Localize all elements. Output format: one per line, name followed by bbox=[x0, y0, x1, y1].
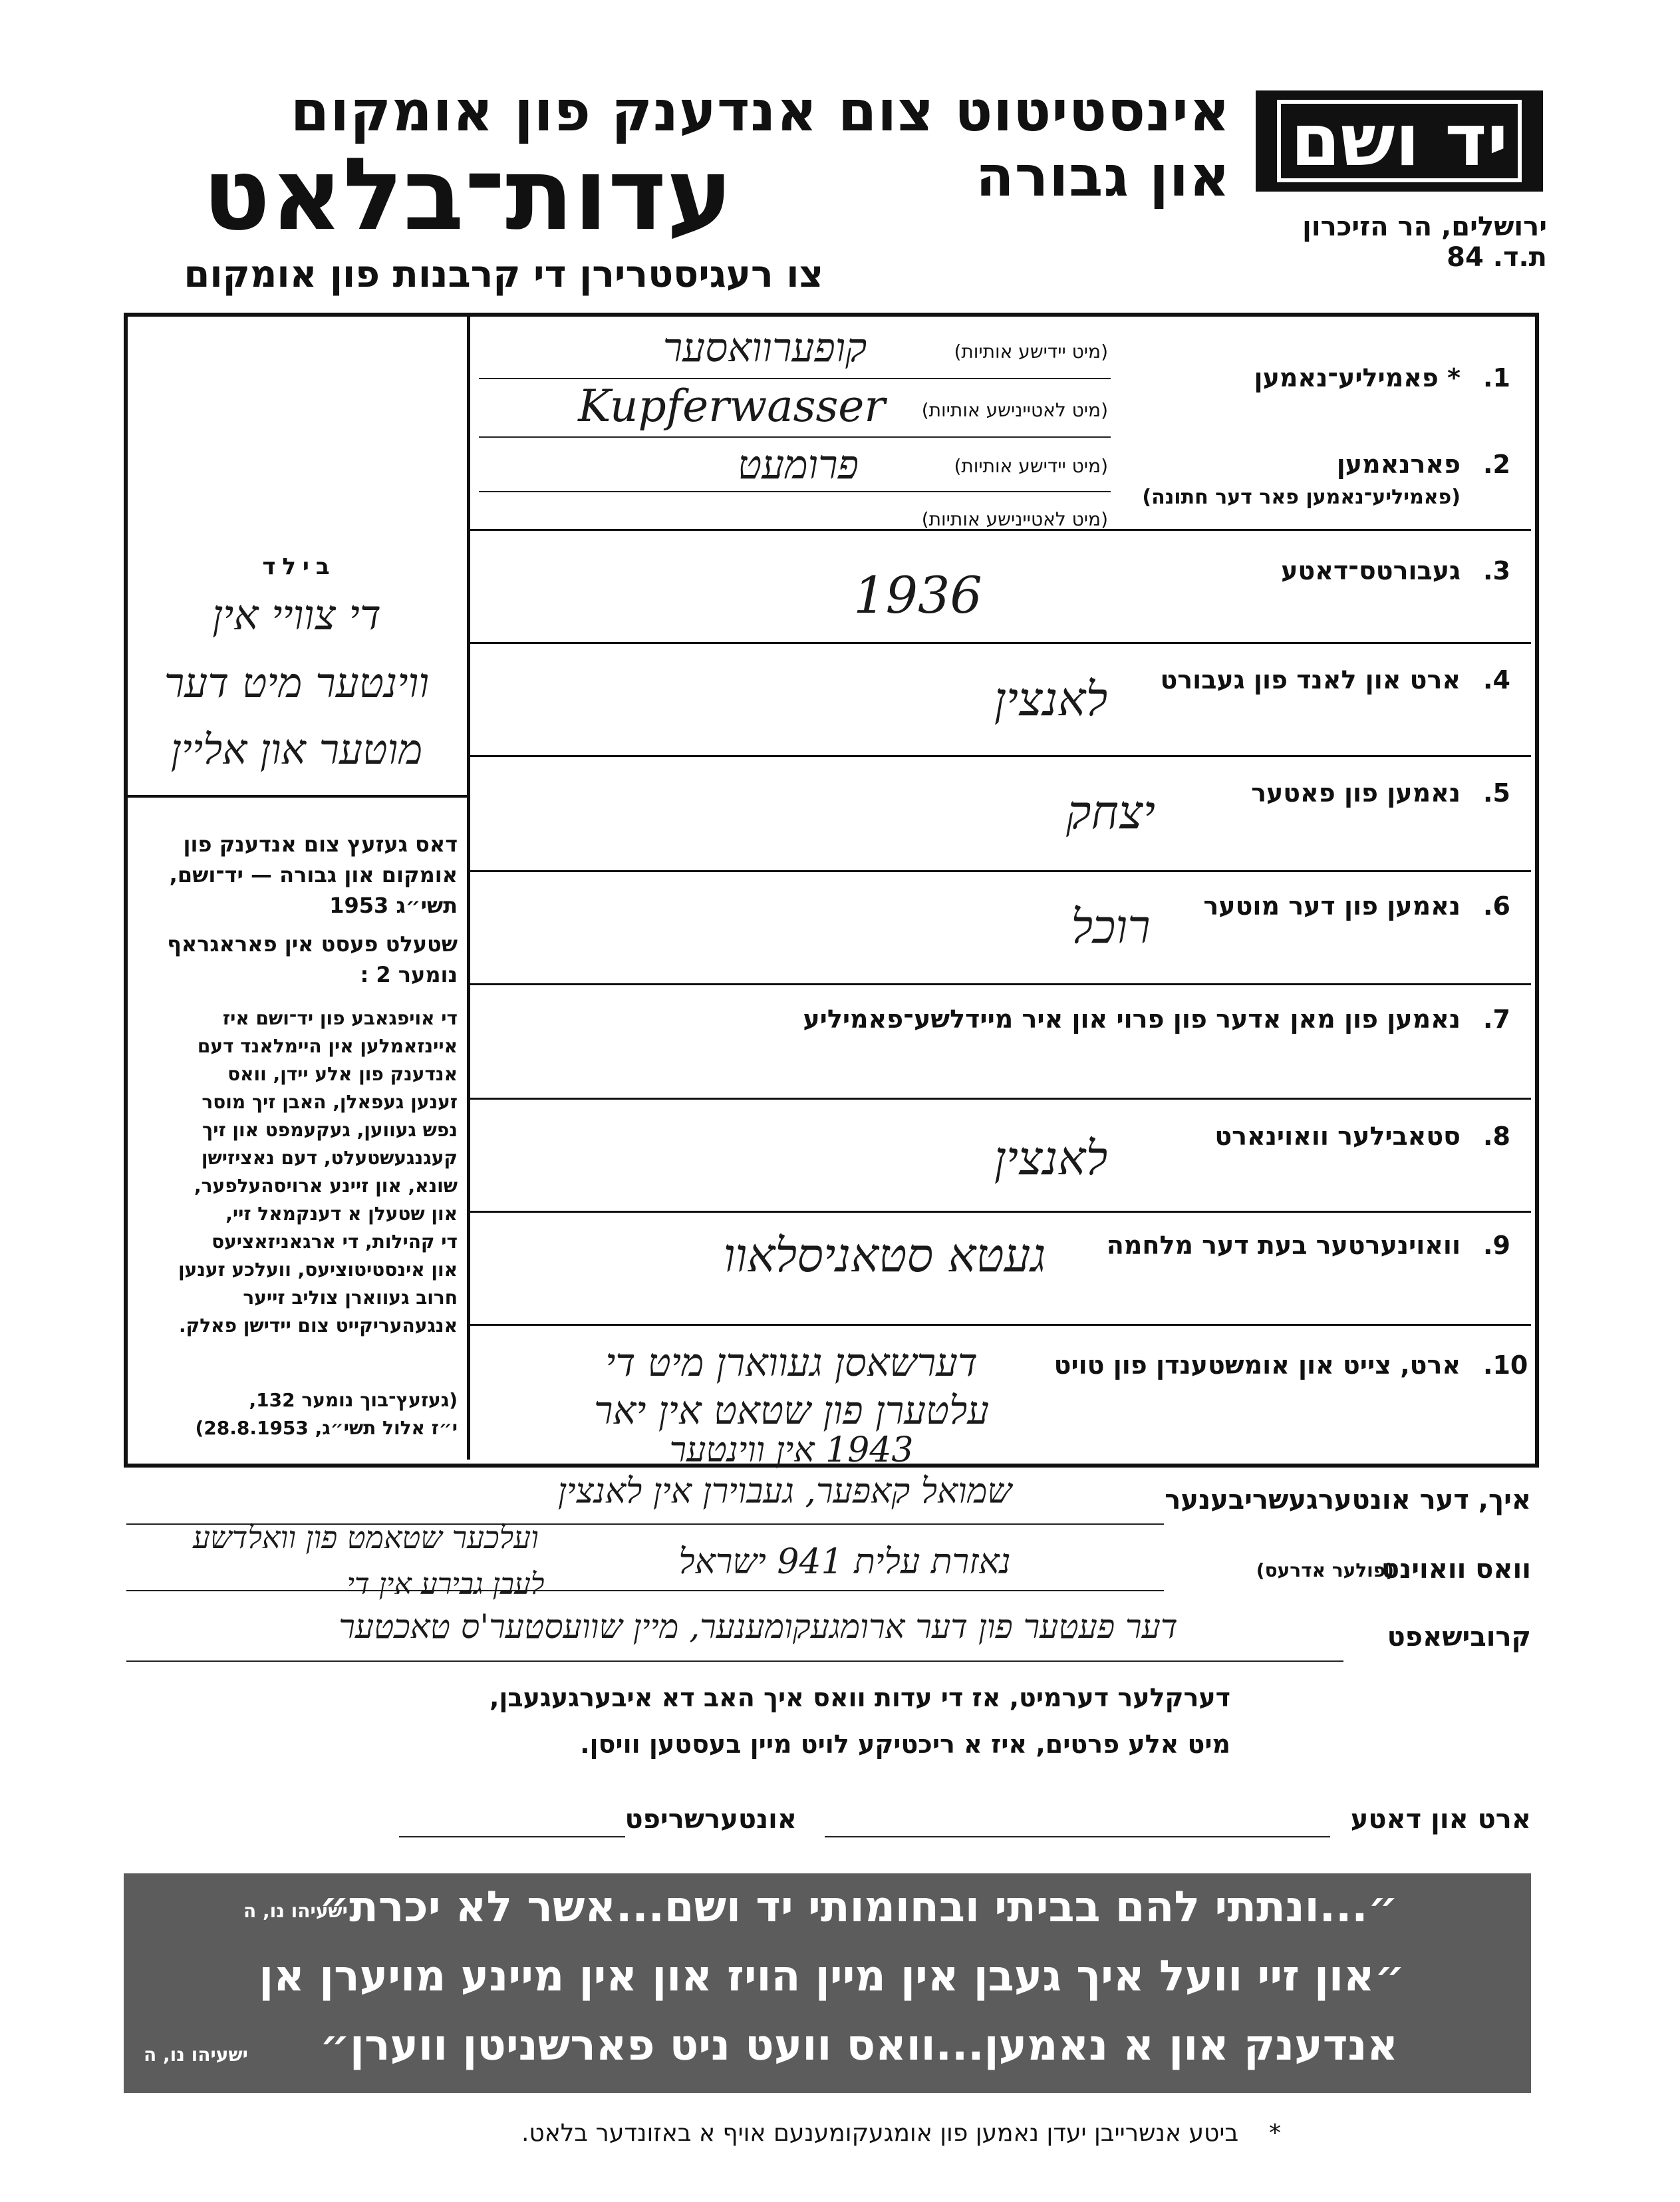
submitter-address-extra: לעבן גבירע אין די bbox=[347, 1567, 545, 1601]
required-star: * bbox=[1447, 363, 1461, 393]
submitter-address-label: וואס וואוינט bbox=[1381, 1554, 1531, 1585]
declaration-line: דערקלער דערמיט, אז די עדות וואס איך האב דא איבערגעגעבן, bbox=[489, 1683, 1230, 1712]
submitter-name-label: איך, דער אונטערגעשריבענער bbox=[1165, 1485, 1531, 1515]
submitter-name-value: שמואל קאפער, געבוירן אין לאנצין bbox=[557, 1472, 1012, 1511]
law-body-line: איינזאמלען אין היימלאנד דעם bbox=[197, 1035, 458, 1057]
field-label-birthplace: ארט און לאנד פון געבורט bbox=[1160, 665, 1461, 695]
row-divider bbox=[470, 642, 1531, 644]
submitter-address-value: נאזרת עלית 941 ישראל bbox=[678, 1542, 1011, 1582]
family-name-latin-value: Kupferwasser bbox=[578, 381, 885, 432]
hint-yiddish-letters: (מיט יידישע אותיות) bbox=[954, 341, 1108, 363]
field-number: 9. bbox=[1483, 1231, 1510, 1260]
law-ref-line: י״ז אלול תשי״ג, 28.8.1953) bbox=[195, 1417, 458, 1439]
field-number: 7. bbox=[1483, 1005, 1510, 1034]
field-number: 4. bbox=[1483, 665, 1510, 695]
column-divider bbox=[467, 313, 470, 1460]
submitter-address-hint: (פולער אדרעס) bbox=[1256, 1559, 1394, 1581]
row-divider bbox=[470, 870, 1531, 872]
father-name-value: יצחק bbox=[1066, 785, 1155, 840]
field-label-first-name: פארנאמען bbox=[1336, 450, 1461, 479]
first-name-value: פרומעט bbox=[737, 442, 859, 488]
law-body-line: אנגעהעריקייט צום יידישן פאלק. bbox=[178, 1315, 458, 1337]
field-label-residence: סטאבילער וואוינארט bbox=[1214, 1122, 1461, 1151]
banner-reference: ישעיהו נו, ה bbox=[144, 2044, 248, 2066]
law-heading bbox=[140, 829, 458, 921]
birthplace-value: לאנצין bbox=[994, 672, 1108, 726]
field-label-death-circumstances: ארט, צייט און אומשטענדן פון טויט bbox=[1053, 1350, 1461, 1380]
field-number: 1. bbox=[1483, 363, 1510, 393]
institute-address bbox=[1241, 212, 1547, 273]
banner-reference: ישעיהו נו, ה bbox=[243, 1900, 348, 1922]
death-circumstances-line: 1943 אין ווינטער bbox=[669, 1430, 914, 1470]
field-number: 8. bbox=[1483, 1122, 1510, 1151]
row-divider bbox=[470, 1211, 1531, 1213]
banner-quote-yiddish: ״און זיי וועל איך געבן אין מיין הויז און אין מיינע מויערן אן bbox=[259, 1952, 1405, 2001]
signature-label: אונטערשריפט bbox=[625, 1804, 797, 1835]
declaration-line: מיט אלע פרטים, איז א ריכטיקע לויט מיין בעסטען וויסן. bbox=[580, 1730, 1230, 1759]
entry-line bbox=[126, 1660, 1343, 1662]
photo-note-line: די צוויי אין bbox=[212, 591, 381, 639]
banner-quote-hebrew: ״...ונתתי להם בביתי ובחומותי יד ושם...אשר לא יכרת״ bbox=[319, 1883, 1398, 1932]
field-number: 10. bbox=[1483, 1350, 1528, 1380]
death-circumstances-line: עלטערן פון שטאט אין יאר bbox=[593, 1388, 990, 1433]
footnote-star: * bbox=[1269, 2120, 1281, 2147]
entry-line bbox=[479, 436, 1111, 438]
footnote bbox=[350, 2120, 1281, 2147]
law-reference bbox=[140, 1386, 458, 1442]
field-label-birth-date: געבורטס־דאטע bbox=[1281, 556, 1461, 585]
field-number: 3. bbox=[1483, 556, 1510, 585]
mother-name-value: רוכל bbox=[1071, 899, 1151, 954]
law-body-line: און שטעלן א דענקמאל זיי, bbox=[225, 1203, 458, 1225]
field-label-spouse-name: נאמען פון מאן אדער פון פרוי און איר מיידלשע־פאמיליע bbox=[803, 1005, 1461, 1034]
family-name-yiddish-value: קופערוואסער bbox=[662, 325, 867, 371]
law-heading-line: תשי״ג 1953 bbox=[329, 893, 458, 918]
photo-note-line: מוטער און אליין bbox=[170, 725, 423, 774]
law-body-line: חרוב געווארן צוליב זייער bbox=[243, 1287, 458, 1309]
address-line: ירושלים, הר הזיכרון bbox=[1302, 212, 1547, 242]
relationship-label: קרובישאפט bbox=[1387, 1622, 1531, 1652]
field-number: 6. bbox=[1483, 891, 1510, 921]
yad-vashem-logo bbox=[1256, 90, 1543, 192]
row-divider bbox=[470, 983, 1531, 985]
birth-date-value: 1936 bbox=[853, 565, 982, 625]
place-date-line bbox=[825, 1836, 1330, 1837]
form-subtitle: צו רעגיסטרירן די קרבנות פון אומקום bbox=[184, 253, 823, 296]
row-divider bbox=[470, 1098, 1531, 1100]
law-body-line: די אויפגאבע פון יד־ושם איז bbox=[222, 1007, 458, 1029]
banner-quote-yiddish: אנדענק און א נאמען...וואס וועט ניט פארשניטן ווערן״ bbox=[319, 2021, 1398, 2070]
submitter-name-extra: ועלכער שטאמט פון וואלדשע bbox=[193, 1519, 539, 1555]
photo-note-line: ווינטער מיט דער bbox=[164, 659, 430, 707]
law-para-line: נומער 2 : bbox=[360, 962, 458, 987]
law-section-divider bbox=[126, 795, 467, 798]
logo-text: יד ושם bbox=[1277, 100, 1521, 182]
photo-label: בילד bbox=[262, 553, 337, 580]
hint-latin-letters: (מיט לאטיינישע אותיות) bbox=[921, 508, 1108, 530]
law-body bbox=[140, 1005, 458, 1340]
death-circumstances-line: דערשאסן געווארן מיט די bbox=[605, 1340, 978, 1385]
signature-line bbox=[399, 1836, 625, 1837]
row-divider bbox=[470, 755, 1531, 757]
field-sublabel-maiden: (פאמיליע־נאמען פאר דער חתונה) bbox=[1142, 486, 1461, 509]
entry-line bbox=[479, 491, 1111, 492]
field-label-wartime-residence: וואוינערטער בעת דער מלחמה bbox=[1106, 1231, 1461, 1260]
form-title: עדות־בלאט bbox=[202, 137, 733, 253]
field-label-family-name: * פאמיליע־נאמען bbox=[1254, 363, 1461, 393]
law-paragraph-ref bbox=[140, 929, 458, 990]
relationship-value: דער פעטער פון דער ארומגעקומענער, מיין שוועסטער'ס טאכטער bbox=[339, 1607, 1178, 1646]
law-body-line: שונא, און זיינע ארויסהעלפער, bbox=[194, 1175, 458, 1197]
law-body-line: די קהילות, די ארגאניזאציעס bbox=[211, 1231, 458, 1253]
field-label-father-name: נאמען פון פאטער bbox=[1251, 778, 1461, 808]
institute-name: אינסטיטוט צום אנדענק פון אומקום און גבורה bbox=[290, 79, 1230, 209]
quote-banner bbox=[124, 1873, 1531, 2093]
law-body-line: זענען געפאלן, האבן זיך מוסר bbox=[202, 1091, 458, 1113]
po-box: ת.ד. 84 bbox=[1447, 242, 1547, 273]
law-body-line: קעגנגעשטעלט, דעם נאציזישן bbox=[201, 1147, 458, 1169]
row-divider bbox=[470, 1324, 1531, 1326]
field-label-mother-name: נאמען פון דער מוטער bbox=[1203, 891, 1461, 921]
law-heading-line: דאס געזעץ צום אנדענק פון bbox=[183, 832, 458, 857]
law-ref-line: (געזעץ־בוך נומער 132, bbox=[249, 1389, 458, 1411]
field-number: 2. bbox=[1483, 450, 1510, 479]
place-date-label: ארט און דאטע bbox=[1350, 1804, 1531, 1835]
hint-latin-letters: (מיט לאטיינישע אותיות) bbox=[921, 399, 1108, 421]
residence-value: לאנצין bbox=[994, 1131, 1108, 1185]
law-heading-line: אומקום און גבורה — יד־ושם, bbox=[169, 862, 458, 887]
field-number: 5. bbox=[1483, 778, 1510, 808]
hint-yiddish-letters: (מיט יידישע אותיות) bbox=[954, 455, 1108, 477]
footnote-text: ביטע אנשרייבן יעדן נאמען פון אומגעקומענעם אויף א באזונדער בלאט. bbox=[521, 2120, 1239, 2147]
law-body-line: און אינסטיטוציעס, וועלכע זענען bbox=[178, 1259, 458, 1281]
law-body-line: אנדענק פון אלע יידן, וואס bbox=[227, 1063, 458, 1085]
entry-line bbox=[479, 378, 1111, 379]
law-body-line: נפש געווען, געקעמפט און זיך bbox=[202, 1119, 458, 1141]
law-para-line: שטעלט פעסט אין פאראגראף bbox=[167, 931, 458, 957]
wartime-residence-value: געטא סטאניסלאוו bbox=[723, 1228, 1046, 1283]
